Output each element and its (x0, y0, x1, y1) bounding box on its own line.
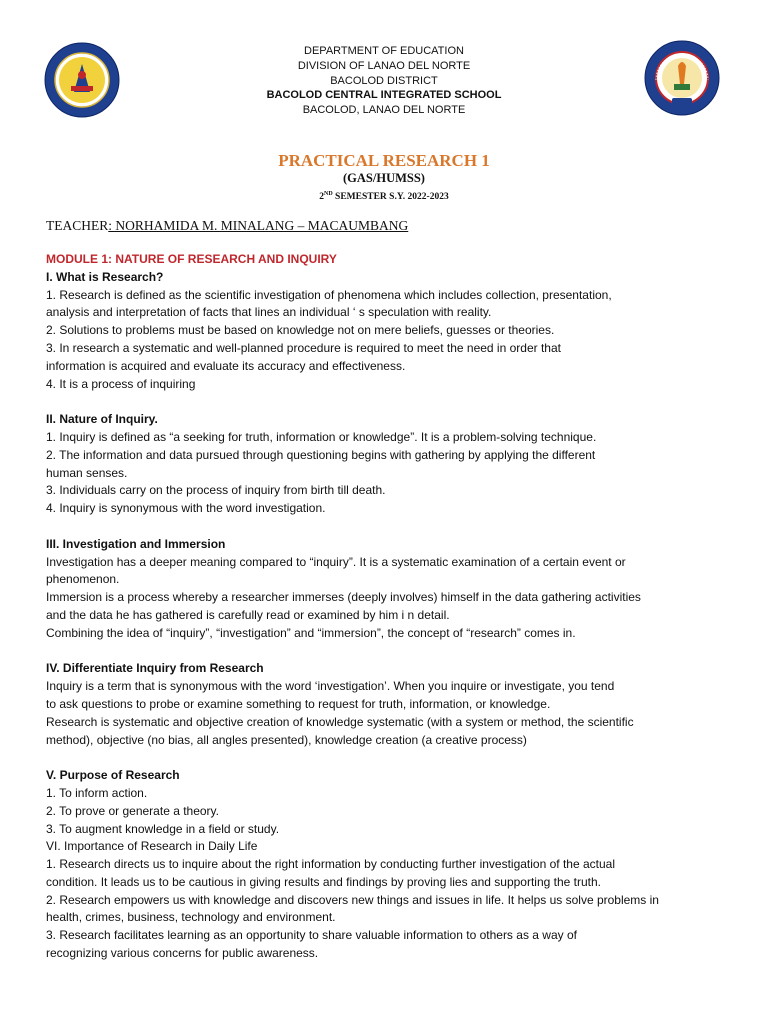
district-name: BACOLOD DISTRICT (330, 74, 438, 87)
body-line: phenomenon. (46, 572, 120, 587)
document-header (0, 0, 768, 130)
school-name: BACOLOD CENTRAL INTEGRATED SCHOOL (266, 89, 502, 102)
section-heading: V. Purpose of Research (46, 768, 180, 783)
body-line: Inquiry is a term that is synonymous with the word ‘investigation’. When you inquire or investigate, you tend (46, 679, 615, 694)
body-line: 3. Research facilitates learning as an opportunity to share valuable information to others as a way of (46, 928, 577, 943)
body-line: human senses. (46, 465, 128, 480)
body-line: 4. It is a process of inquiring (46, 376, 196, 391)
body-line: 2. The information and data pursued through questioning begins with gathering by applying the different (46, 447, 596, 462)
body-line: Immersion is a process whereby a researcher immerses (deeply involves) himself in the data gathering activities (46, 590, 641, 605)
teacher-label: TEACHER (46, 218, 109, 233)
body-line: Research is systematic and objective creation of knowledge systematic (with a system or method, the scientific (46, 714, 634, 729)
body-line: and the data he has gathered is carefully read or examined by him i n detail. (46, 607, 450, 622)
body-line: Investigation has a deeper meaning compared to “inquiry”. It is a systematic examination of a certain event or (46, 554, 626, 569)
body-line: Combining the idea of “inquiry”, “investigation” and “immersion”, the concept of “research” comes in. (46, 625, 576, 640)
body-line: method), objective (no bias, all angles presented), knowledge creation (a creative process) (46, 732, 527, 747)
body-line: 3. In research a systematic and well-planned procedure is required to meet the need in order that (46, 340, 561, 355)
body-line: recognizing various concerns for public awareness. (46, 946, 319, 961)
department-name: DEPARTMENT OF EDUCATION (304, 45, 464, 57)
spacer (46, 749, 726, 767)
semester-number: 2 (319, 192, 324, 203)
spacer (46, 643, 726, 661)
spacer (46, 518, 726, 536)
section-heading: III. Investigation and Immersion (46, 536, 226, 551)
body-line: 1. Inquiry is defined as “a seeking for truth, information or knowledge”. It is a problem-solving technique. (46, 429, 597, 444)
school-seal-icon (644, 40, 720, 116)
section-heading: I. What is Research? (46, 269, 164, 284)
body-line: 2. Solutions to problems must be based on knowledge not on mere beliefs, guesses or theories. (46, 323, 555, 338)
section-heading: II. Nature of Inquiry. (46, 412, 158, 427)
title-block (0, 150, 768, 204)
module-content (46, 251, 726, 963)
semester-line (0, 187, 768, 204)
body-line: 2. Research empowers us with knowledge and discovers new things and issues in life. It helps us solve problems in (46, 892, 659, 907)
header-text (180, 44, 588, 118)
body-line: 2. To prove or generate a theory. (46, 803, 219, 818)
body-line: condition. It leads us to be cautious in giving results and findings by proving lies and supporting the truth. (46, 874, 602, 889)
body-line: analysis and interpretation of facts that lines an individual ‘ s speculation with reality. (46, 305, 492, 320)
document-title: PRACTICAL RESEARCH 1 (278, 151, 490, 170)
body-line: 3. To augment knowledge in a field or study. (46, 821, 280, 836)
module-heading: MODULE 1: NATURE OF RESEARCH AND INQUIRY (46, 252, 337, 266)
body-line: 1. Research directs us to inquire about the right information by conducting further investigation of the actual (46, 857, 615, 872)
body-line: 1. To inform action. (46, 785, 148, 800)
body-line: 1. Research is defined as the scientific investigation of phenomena which includes collection, presentation, (46, 287, 612, 302)
body-line: information is acquired and evaluate its accuracy and effectiveness. (46, 358, 406, 373)
semester-suffix: ND (324, 191, 333, 197)
body-line: 4. Inquiry is synonymous with the word investigation. (46, 501, 326, 516)
body-line: to ask questions to probe or examine something to request for truth, information, or knowledge. (46, 696, 551, 711)
school-address: BACOLOD, LANAO DEL NORTE (302, 104, 466, 117)
semester-text: SEMESTER S.Y. 2022-2023 (332, 192, 449, 203)
document-subtitle: (GAS/HUMSS) (343, 171, 425, 185)
body-line: 3. Individuals carry on the process of inquiry from birth till death. (46, 483, 386, 498)
section-heading: IV. Differentiate Inquiry from Research (46, 661, 264, 676)
teacher-line (46, 218, 408, 234)
section-heading: VI. Importance of Research in Daily Life (46, 839, 258, 854)
spacer (46, 393, 726, 411)
deped-seal-icon (44, 42, 120, 118)
teacher-name: : NORHAMIDA M. MINALANG – MACAUMBANG (108, 218, 409, 233)
body-line: health, crimes, business, technology and environment. (46, 910, 336, 925)
division-name: DIVISION OF LANAO DEL NORTE (297, 59, 471, 72)
